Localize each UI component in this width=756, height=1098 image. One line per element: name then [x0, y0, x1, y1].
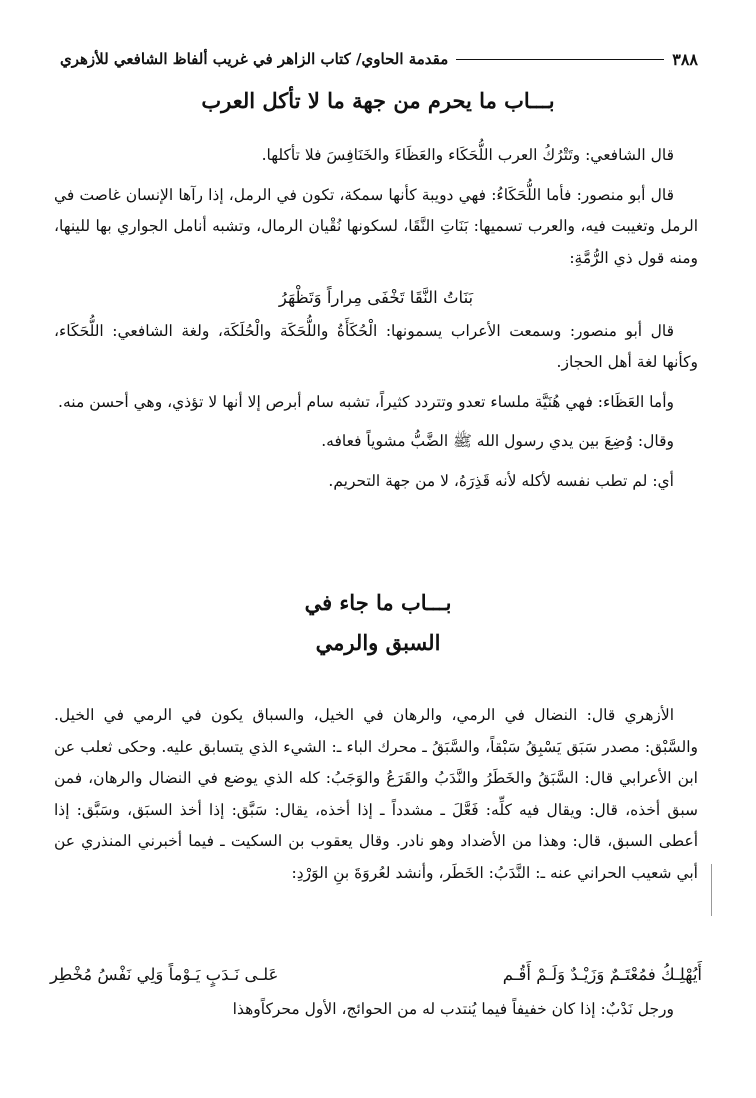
poem-verse — [50, 960, 702, 990]
paragraph: قال أبو منصور: فأما اللُّحَكَاءُ: فهي دويبة كأنها سمكة، تكون في الرمل، إذا رآها الإنسان غاصت في الرمل وتغيبت فيه، والعرب تسميها: بَنَاتِ النَّقَا، لسكونها نُقْيان الرمال، وتشبه أنامل الجواري بها للينها، ومنه قول ذي الرُّمَّةِ: — [54, 185, 698, 267]
chapter1-body — [54, 140, 698, 505]
page-number: ٣٨٨ — [672, 49, 698, 69]
scan-edge-mark — [711, 864, 712, 916]
chapter-title-line1: بـــاب ما جاء في — [304, 590, 452, 615]
verse-hemistich-left: عَلـى نَـدَبٍ يَـوْماً وَلِي نَفْسُ مُخْطِر — [50, 965, 279, 984]
verse-hemistich-right: أَيُهْلِـكُ فمُعْتَـمٌ وَزَيْـدٌ وَلَـمْ أَقُـم — [502, 965, 702, 984]
chapter-title-line2: السبق والرمي — [315, 630, 441, 655]
running-header — [60, 44, 698, 74]
paragraph: وأما العَظَاء: فهي هُنَيَّة ملساء تعدو وتتردد كثيراً، تشبه سام أبرص إلا أنها لا تؤذي، وهي أحسن منه. — [58, 392, 674, 411]
paragraph: الأزهري قال: النضال في الرمي، والرهان في الخيل، والسباق يكون في الرمي في الخيل. والسَّبْق: مصدر سَبَق يَسْبِقُ سَبْقاً، والسَّبَقُ ـ محرك الباء ـ: الشيء الذي يتسابق عليه. وحكى ثعلب عن ابن الأعرابي قال: السَّبَقُ والخَطَرُ والنَّدَبُ والقَرَعُ والوَجَبُ: كله الذي يوضع في النضال والرهان، فمن سبق أخذه، قال: ويقال فيه كلِّه: فَعَّلَ ـ مشدداً ـ إذا أخذه، يقال: سَبَّق: إذا أخذ السبَق، وسَبَّق: إذا أعطى السبق، قال: وهذا من الأضداد وهو نادر. وقال يعقوب بن السكيت ـ فيما أخبرني المنذري عن أبي شعيب الحراني عنه ـ: النَّدَبُ: الخَطَر، وأنشد لعُروَةَ بنِ الوَرْدِ: — [54, 706, 698, 882]
paragraph: قال أبو منصور: وسمعت الأعراب يسمونها: الْحُكَأَةُ واللُّحَكَة والْحُلَكَة، ولغة الشافعي: اللُّحَكَاء، وكأنها لغة أهل الحجاز. — [54, 321, 698, 371]
header-rule — [456, 59, 664, 60]
chapter2-body — [54, 700, 698, 897]
paragraph: أي: لم تطب نفسه لأكله لأنه قَذِرَهُ، لا من جهة التحريم. — [328, 471, 674, 490]
running-title: مقدمة الحاوي/ كتاب الزاهر في غريب ألفاظ الشافعي للأزهري — [60, 50, 449, 68]
chapter-title-forbidden-foods: بـــاب ما يحرم من جهة ما لا تأكل العرب — [201, 88, 555, 113]
paragraph: وقال: وُضِعَ بين يدي رسول الله ﷺ الضَّبُّ مشوياً فعافه. — [321, 432, 674, 450]
paragraph-continuation: ورجل نَدْبٌ: إذا كان خفيفاً فيما يُنتدب له من الحوائج، الأول محركاًوهذا — [232, 1000, 674, 1018]
verse-line: بَنَاتُ النَّقَا تَخْفَى مِراراً وَتَظْهَرُ — [278, 288, 474, 307]
paragraph: قال الشافعي: وتَتْرُكُ العرب اللُّحَكَاء والعَظَاءَ والخَنَافِسَ فلا تأكلها. — [261, 146, 674, 164]
